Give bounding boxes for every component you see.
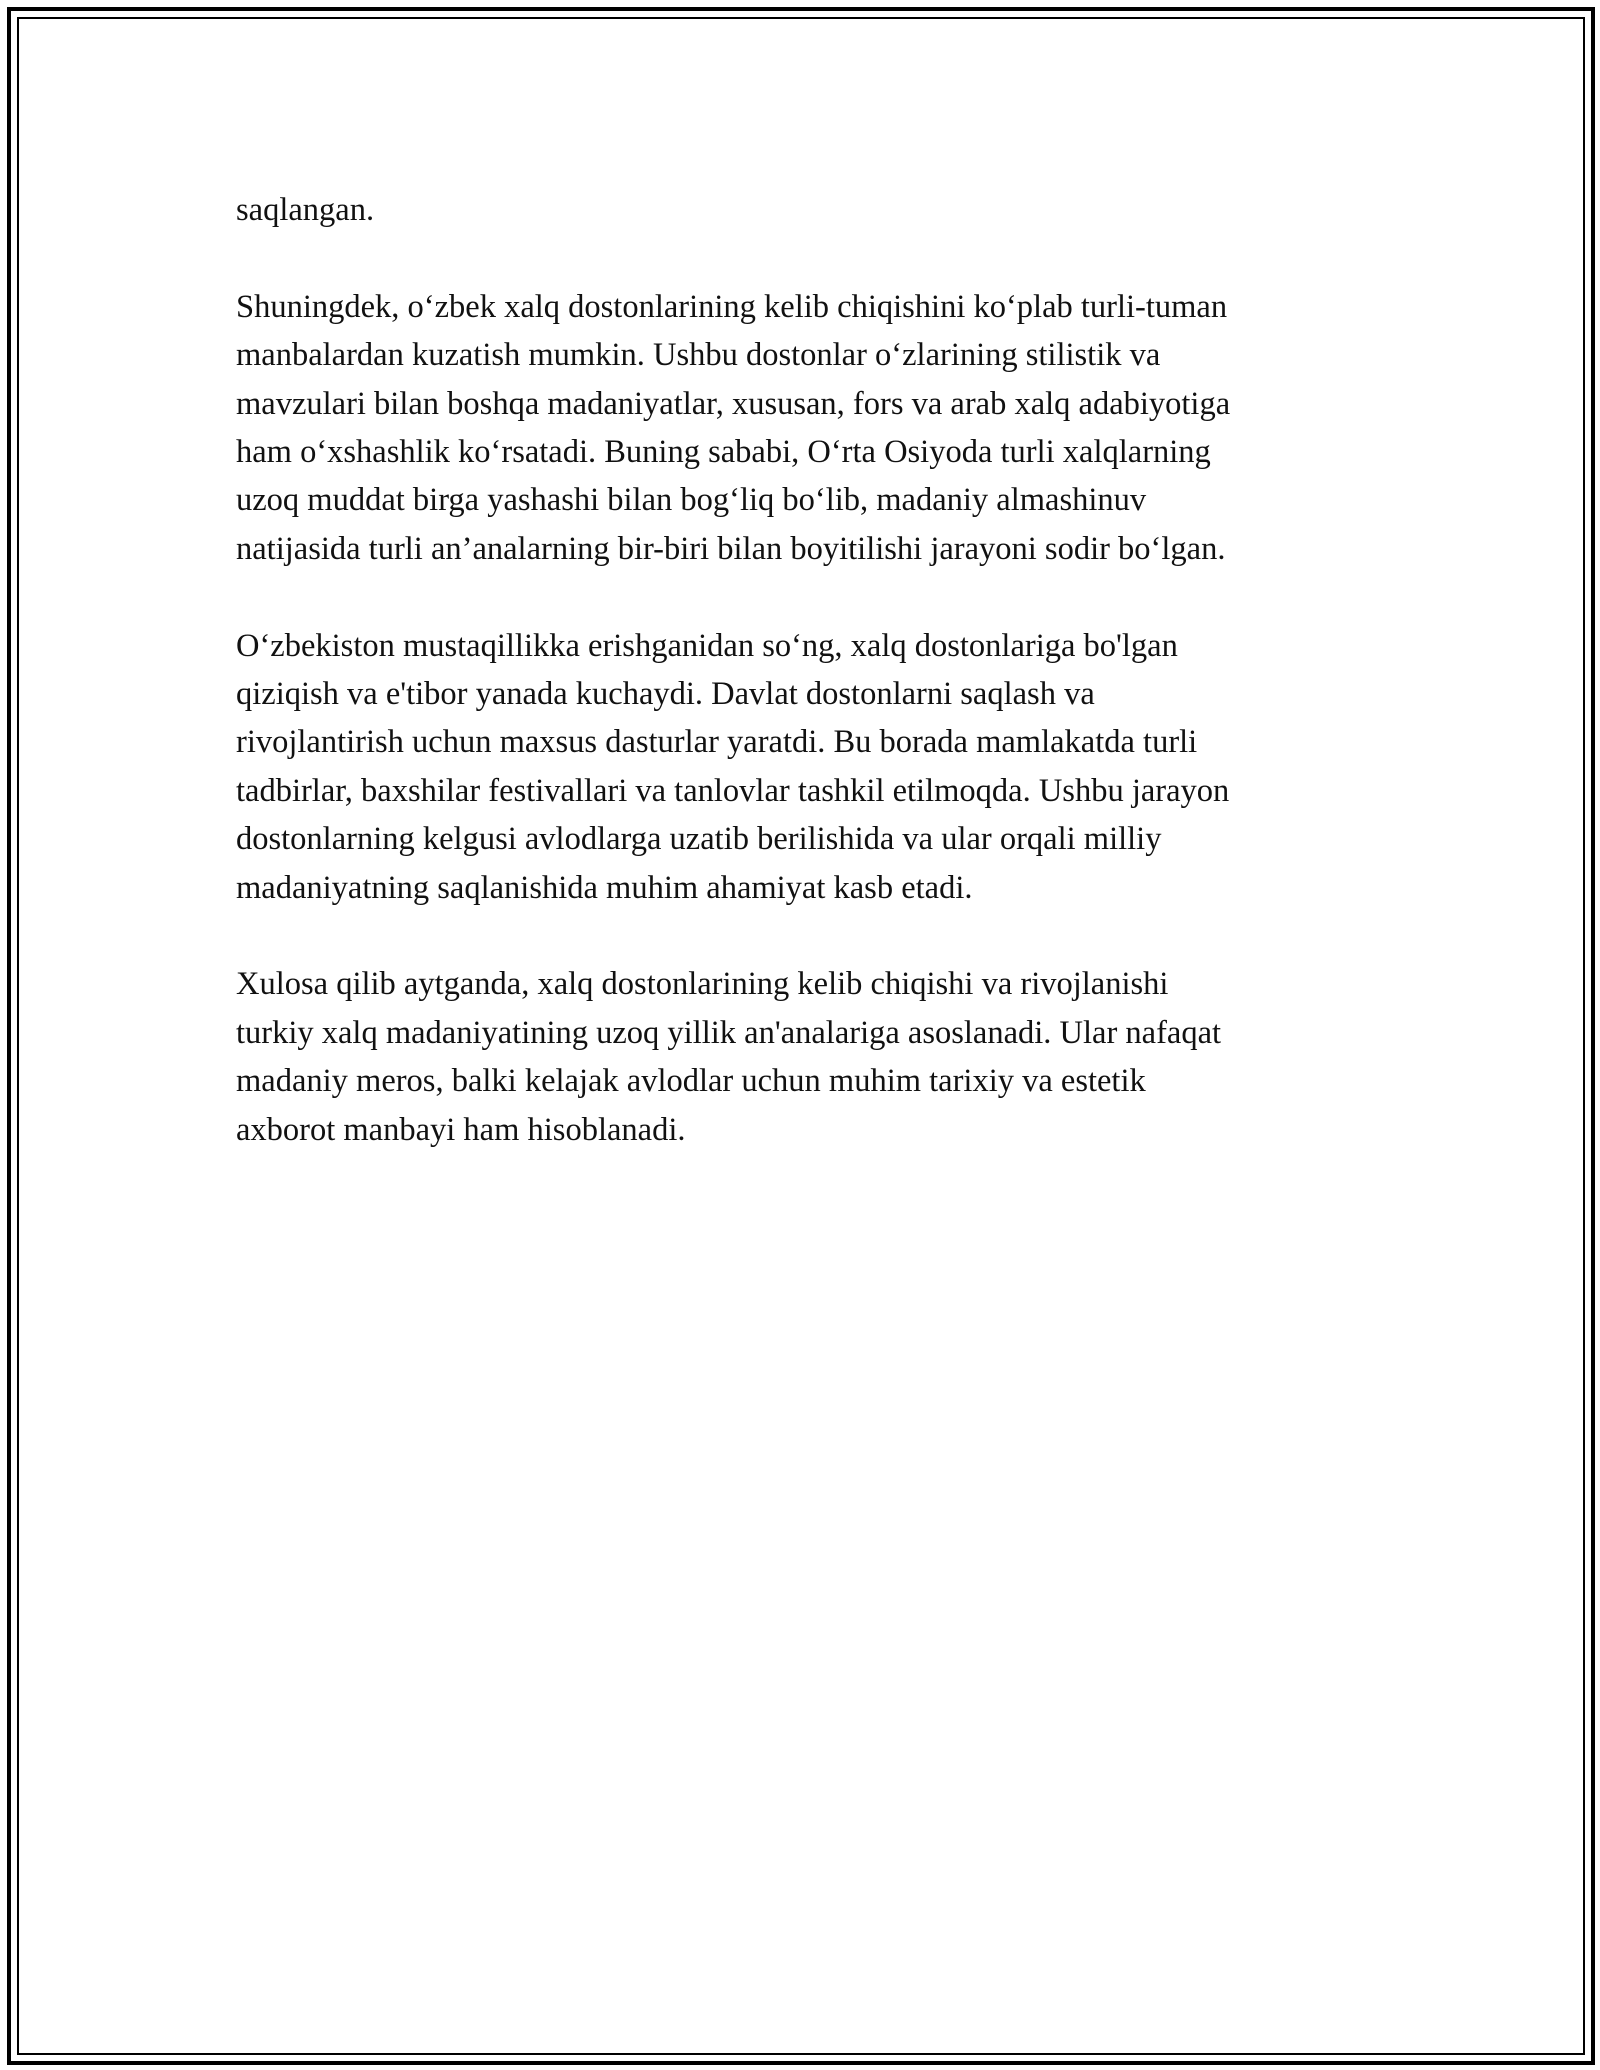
text-line: mavzulari bilan boshqa madaniyatlar, xususan, fors va arab xalq adabiyotiga <box>236 385 1231 422</box>
text-line: manbalardan kuzatish mumkin. Ushbu dostonlar o‘zlarining stilistik va <box>236 337 1161 374</box>
document-body <box>236 186 1376 1202</box>
paragraph-independence <box>236 622 1376 912</box>
text-line: rivojlantirish uchun maxsus dasturlar yaratdi. Bu borada mamlakatda turli <box>236 724 1198 761</box>
text-line: tadbirlar, baxshilar festivallari va tanlovlar tashkil etilmoqda. Ushbu jarayon <box>236 772 1230 809</box>
paragraph-sources <box>236 283 1376 573</box>
text-line: ham o‘xshashlik ko‘rsatadi. Buning sababi, O‘rta Osiyoda turli xalqlarning <box>236 434 1211 471</box>
text-line: madaniy meros, balki kelajak avlodlar uchun muhim tarixiy va estetik <box>236 1063 1146 1100</box>
text-line: saqlangan. <box>236 192 375 228</box>
text-line: Shuningdek, o‘zbek xalq dostonlarining kelib chiqishini ko‘plab turli-tuman <box>236 288 1228 325</box>
text-line: axborot manbayi ham hisoblanadi. <box>236 1111 686 1148</box>
text-line: qiziqish va e'tibor yanada kuchaydi. Davlat dostonlarni saqlash va <box>236 676 1095 713</box>
text-line: dostonlarning kelgusi avlodlarga uzatib berilishida va ular orqali milliy <box>236 821 1162 858</box>
text-line: turkiy xalq madaniyatining uzoq yillik an'analariga asoslanadi. Ular nafaqat <box>236 1014 1222 1051</box>
text-line: uzoq muddat birga yashashi bilan bog‘liq bo‘lib, madaniy almashinuv <box>236 482 1147 519</box>
text-line: O‘zbekiston mustaqillikka erishganidan so‘ng, xalq dostonlariga bo'lgan <box>236 627 1178 664</box>
text-line: madaniyatning saqlanishida muhim ahamiyat kasb etadi. <box>236 869 973 906</box>
paragraph-conclusion <box>236 960 1376 1154</box>
paragraph-continuation <box>236 186 1376 234</box>
text-line: Xulosa qilib aytganda, xalq dostonlarining kelib chiqishi va rivojlanishi <box>236 966 1169 1003</box>
text-line: natijasida turli an’analarning bir-biri bilan boyitilishi jarayoni sodir bo‘lgan. <box>236 530 1226 567</box>
